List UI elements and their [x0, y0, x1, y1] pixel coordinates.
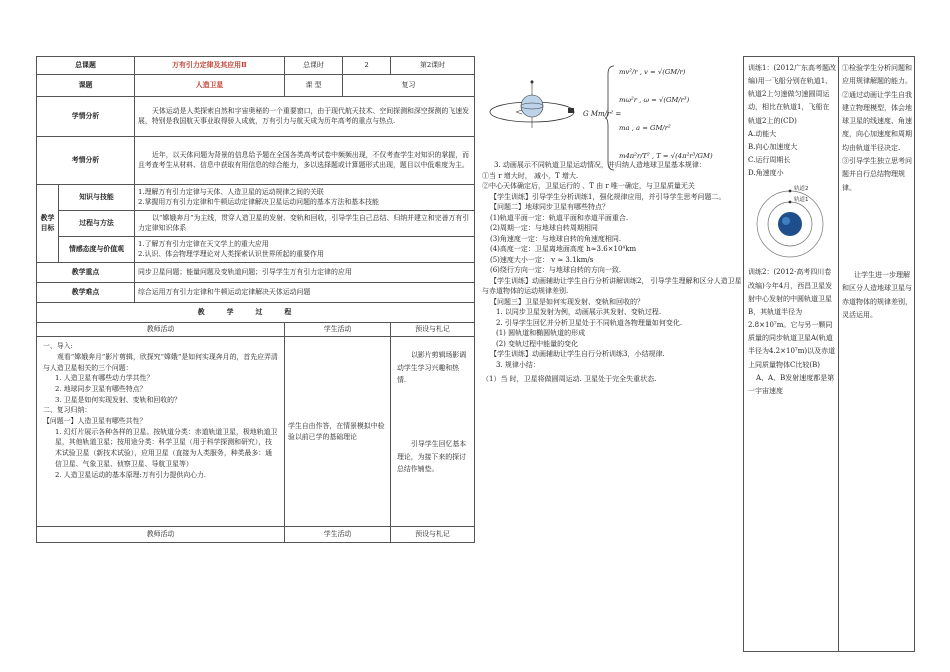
middle-line: 2. 引导学生回忆并分析卫星处于不同轨道各物理量如何变化. [496, 318, 683, 327]
footer-notes-header: 预设与札记 [391, 527, 475, 543]
teacher-line: 2. 人造卫星运动的基本原理:万有引力提供向心力. [55, 470, 207, 479]
key-point-text: 同步卫星问题；能量问题及变轨道问题；引导学生万有引力定律的应用 [135, 263, 475, 283]
middle-content [482, 160, 742, 385]
middle-line: (1)轨道平面一定：轨道平面和赤道平面重合. [490, 213, 629, 222]
goals-label: 教学目标 [37, 185, 59, 263]
emotion-line: 1.了解万有引力定律在天文学上的重大应用 [138, 240, 269, 249]
training-column [748, 62, 836, 398]
middle-line: ①当 r 增大时， 减小，T 增大. [482, 171, 579, 180]
teacher-activity-cell [37, 337, 285, 527]
middle-line: 3. 动画展示不同轨道卫星运动情况，并归纳人造地球卫星基本规律： [494, 161, 706, 169]
knowledge-text [135, 185, 475, 211]
exam-analysis-label: 考情分析 [37, 137, 135, 185]
lesson-plan-table [36, 56, 475, 543]
notes-text: 以影片剪辑场影调动学生学习兴趣和热情. [397, 351, 467, 384]
notes-right-item: 让学生进一步理解和区分人造地球卫星与赤道物体的规律差别，灵活运用。 [842, 270, 912, 319]
training-1-option: A.动能大 [748, 129, 777, 138]
study-analysis-text: 天体运动是人类探索自然和宇宙奥秘的一个重要窗口，由于现代航天技术、空间探测和深空探测的飞速发展，特别是我国航天事业取得骄人成就，万有引力与航天成为历年高考的重点与热点. [135, 97, 475, 137]
earth-highlight [782, 217, 790, 225]
lesson-number: 第2课时 [391, 57, 475, 75]
type-value: 复习 [343, 75, 475, 97]
notes-cell [391, 337, 475, 527]
training-1-option: B.向心加速度大 [748, 142, 798, 151]
row-divider [743, 56, 915, 57]
middle-line: (6)绕行方向一定：与地球自转的方向一致. [490, 266, 622, 274]
middle-line: (4)高度一定：卫星离地面高度 h≈3.6×10⁴km [490, 245, 637, 253]
emotion-label: 情感态度与价值观 [59, 237, 135, 263]
exam-analysis-text: 近年，以天体问题为背景的信息给予题在全国各类高考试卷中频频出现，不仅考查学生对知识的掌握，而且考查考生从材料、信息中获取有用信息的综合能力，多以选择题或计算题形式出现，题目以中低难度为主。 [135, 137, 475, 185]
middle-line: (3)角速度一定：与地球自转的角速度相同. [490, 234, 622, 243]
column-divider [743, 56, 744, 652]
column-divider [838, 56, 839, 652]
middle-line: (2) 变轨过程中能量的变化 [496, 339, 579, 348]
teacher-line: 一、导入: [43, 342, 73, 351]
type-label: 课 型 [285, 75, 343, 97]
process-method-text: 以“嫦娥奔月”为主线，贯穿人造卫星的发射、变轨和回收，引导学生自己总结、归纳并建立和完善万有引力定律知识体系 [135, 211, 475, 237]
process-title: 教学过程 [37, 303, 475, 323]
middle-line: （1）当 时，卫星将做圆周运动. 卫星处于完全失重状态. [482, 375, 657, 383]
middle-line: 【学生训练】动画辅助让学生自行分析讲解训练2， 引导学生理解和区分人造卫星与赤道物体的运动规律差别. [482, 276, 742, 295]
topic-label: 课题 [37, 75, 135, 97]
arrow-mark [516, 110, 522, 114]
notes-right-item: ①检验学生分析问题和应用规律解题的能力。 [842, 64, 912, 86]
satellite-dot [789, 190, 792, 193]
training-2-text: 训练2：(2012·高考四川卷改编)今年4月，西昌卫星发射中心发射的中圆轨道卫星B，其轨道半径为2.8×10⁷m。它与另一颗同质量的同步轨道卫星A(轨道半径为4.2×10⁷m)以及赤道上同质量物体C比较(B) [748, 268, 836, 369]
teacher-line: 二、复习归纳： [43, 406, 92, 415]
formula-line: ma , a = GM/r² [619, 124, 671, 132]
teacher-line: 观看“嫦娥奔月”影片剪辑，欣探究“嫦娥”是如何实现奔月的，首先应弄清与人造卫星相关的三个问题： [43, 352, 278, 372]
teacher-line: 【问题一】人造卫星有哪些共性？ [43, 417, 147, 426]
middle-line: 3. 规律小结： [496, 360, 540, 369]
two-orbit-diagram [748, 182, 832, 260]
notes-right-item: ②通过动画让学生自我建立物理模型，体会地球卫星的线速度、角速度，向心加速度和周期均由轨道半径决定. [842, 90, 912, 152]
middle-line: 【学生训练】动画辅助让学生自行分析训练3，小结规律. [490, 350, 665, 358]
satellite-mark [568, 108, 574, 113]
teacher-line: 1. 幻灯片展示各种各样的卫星。按轨道分类：赤道轨道卫星，极地轨道卫星，其他轨道卫星；按用途分类：科学卫星（用于科学探测和研究），技术试验卫星（新技术试验），应用卫星（直接为人类服务，种类最多：通信卫星、气象卫星、侦察卫星、导航卫星等） [55, 427, 278, 468]
teacher-line: 1. 人造卫星有哪些动力学共性？ [55, 374, 154, 383]
difficult-point-text: 综合运用万有引力定律和牛顿运动定律解决天体运动问题 [135, 283, 475, 303]
total-topic-label: 总课题 [37, 57, 135, 75]
knowledge-line: 2.掌握用万有引力定律和牛顿运动定律解决卫星运动问题的基本方法和基本技能 [138, 197, 379, 206]
formula-lhs: G Mm/r² = [583, 110, 622, 118]
notes-right-item: ③引导学生独立思考问题并自行总结物理规律。 [842, 157, 912, 192]
total-topic-value: 万有引力定律及其应用Ⅱ [135, 57, 285, 75]
key-point-label: 教学重点 [37, 263, 135, 283]
emotion-line: 2.认识、体会物理学理论对人类探索认识世界所起的重要作用 [138, 249, 324, 258]
training-1-option: C.运行周期长 [748, 156, 791, 165]
study-analysis-label: 学情分析 [37, 97, 135, 137]
middle-line: 【问题二】地球同步卫星有哪些特点？ [490, 203, 609, 211]
earth-icon [778, 212, 802, 236]
training-1-text: 训练1：(2012广东高考题改编)用一飞船分别在轨道1、轨道2上匀速做匀速圆周运动，相比在轨道1，飞船在轨道2上的(CD) [748, 64, 836, 125]
emotion-text [135, 237, 475, 263]
middle-line: (5)速度大小一定： v ≈ 3.1km/s [490, 255, 594, 264]
notes-header: 预设与札记 [391, 323, 475, 337]
north-pole-dot [531, 81, 534, 84]
middle-line: (1) 圆轨道和椭圆轨道的形成 [496, 329, 586, 337]
row-divider [743, 651, 915, 652]
column-divider [914, 56, 915, 652]
outer-orbit-label: 轨道2 [794, 186, 809, 193]
formula-line: m4π²r/T² , T = √(4π²r³/GM) [619, 152, 713, 160]
student-activity-cell: 学生自由作答，在情景模拟中检验以前已学的基础理论 [285, 337, 391, 527]
teacher-activity-header: 教师活动 [37, 323, 285, 337]
formula-line: mv²/r , v = √(GM/r) [619, 68, 686, 76]
process-method-label: 过程与方法 [59, 211, 135, 237]
middle-line: 1. 以同步卫星发射为例，动画展示其发射、变轨过程. [496, 308, 662, 316]
total-hours-value: 2 [343, 57, 391, 75]
middle-line: (2)周期一定：与地球自转周期相同 [490, 224, 598, 232]
notes-text: 引导学生回忆基本理论，为接下来的探讨总结作铺垫。 [397, 440, 467, 474]
teacher-line: 2. 地球同步卫星有哪些特点？ [55, 384, 147, 393]
orbit-diagram [486, 76, 578, 132]
middle-line: 【学生训练】引导学生分析训练1，强化规律应用，并引导学生思考问题二。 [490, 192, 726, 201]
topic-value: 人造卫星 [135, 75, 285, 97]
training-2-option: A、A、B发射速度都是第一宇宙速度 [748, 373, 835, 395]
student-activity-header: 学生活动 [285, 323, 391, 337]
teacher-line: 3. 卫星是如何实现发射、变轨和回收的？ [55, 395, 181, 404]
formula-line: mω²r , ω = √(GM/r³) [619, 96, 690, 104]
middle-line: 【问题三】卫星是如何实现发射、变轨和回收的？ [490, 297, 644, 306]
knowledge-line: 1.理解万有引力定律与天体、人造卫星的运动规律之间的关联 [138, 188, 324, 197]
training-1-option: D.角速度小 [748, 169, 784, 178]
difficult-point-label: 教学难点 [37, 283, 135, 303]
knowledge-label: 知识与技能 [59, 185, 135, 211]
earth-circle [521, 95, 543, 117]
middle-line: ②中心天体确定后，卫星运行的 、T 由 r 唯一确定，与卫星质量无关 [482, 182, 695, 190]
gravitation-formula [583, 62, 740, 172]
footer-teacher-header: 教师活动 [37, 527, 285, 543]
total-hours-label: 总课时 [285, 57, 343, 75]
footer-student-header: 学生活动 [285, 527, 391, 543]
inner-orbit-label: 轨道1 [794, 197, 809, 204]
satellite-dot [789, 201, 792, 204]
notes-right-column [842, 62, 912, 322]
